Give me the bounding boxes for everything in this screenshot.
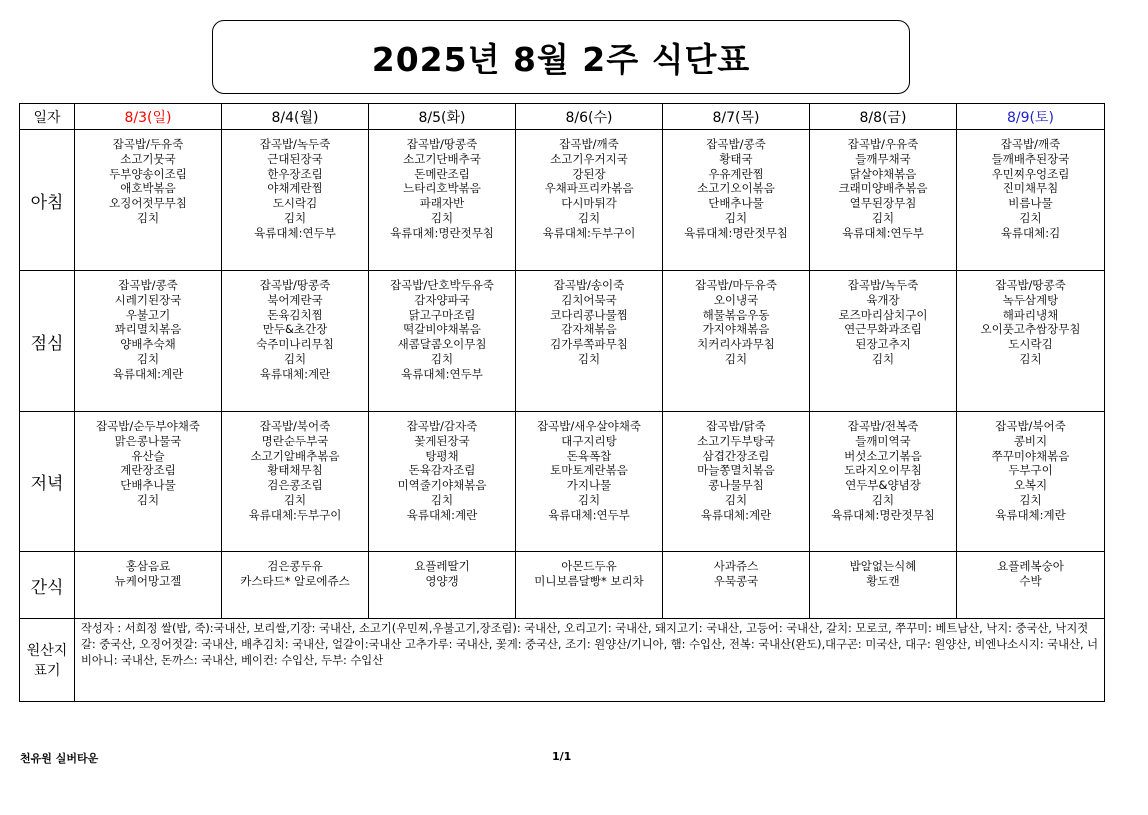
menu-item: 북어계란국 <box>267 292 323 307</box>
menu-item: 꽈리멸치볶음 <box>114 322 182 337</box>
menu-cell <box>957 552 1105 619</box>
menu-item: 요플레복숭아 <box>997 559 1064 573</box>
menu-item: 도라지오이무침 <box>844 463 922 478</box>
menu-item: 로즈마리삼치구이 <box>838 307 928 322</box>
menu-cell <box>222 412 369 552</box>
menu-cell <box>75 271 222 412</box>
menu-item: 숙주미나리무침 <box>256 337 334 352</box>
menu-item: 육류대체:두부구이 <box>248 507 342 522</box>
menu-item: 코다리콩나물찜 <box>550 307 628 322</box>
menu-cell <box>222 552 369 619</box>
menu-item: 감자채볶음 <box>561 322 617 337</box>
menu-item: 소고기알배추볶음 <box>250 448 340 463</box>
menu-item: 들깨배추된장국 <box>991 151 1070 166</box>
menu-cell <box>516 130 663 271</box>
menu-item: 계란장조림 <box>120 463 176 478</box>
menu-cell <box>957 130 1105 271</box>
menu-cell <box>663 552 810 619</box>
menu-item: 오징어젓무무침 <box>109 196 187 211</box>
menu-item: 육류대체:명란젓무침 <box>831 507 935 522</box>
menu-item: 한우장조림 <box>267 166 323 181</box>
menu-item: 오이풋고추쌈장무침 <box>980 322 1081 337</box>
menu-cell <box>810 271 957 412</box>
menu-item: 육류대체:김 <box>1000 225 1061 240</box>
menu-item: 삼겹간장조림 <box>702 448 770 463</box>
meal-label: 점심 <box>20 271 75 412</box>
menu-item: 수박 <box>1019 573 1042 588</box>
menu-item: 파래자반 <box>419 196 465 211</box>
menu-item: 김치 <box>724 210 748 225</box>
menu-cell <box>957 412 1105 552</box>
menu-item: 김치어묵국 <box>561 292 617 307</box>
menu-item: 김치 <box>283 492 307 507</box>
menu-item: 탕평채 <box>425 448 459 463</box>
menu-item: 잡곡밥/녹두죽 <box>847 278 919 292</box>
day-header-sun: 8/3(일) <box>75 104 222 130</box>
menu-item: 김가루쪽파무침 <box>550 337 628 352</box>
menu-item: 녹두삼계탕 <box>1002 292 1059 307</box>
day-header-thu: 8/7(목) <box>663 104 810 130</box>
menu-item: 도시락김 <box>1008 337 1053 352</box>
menu-item: 황태채무침 <box>267 463 323 478</box>
menu-item: 유산슬 <box>131 448 165 463</box>
menu-item: 잡곡밥/단호박두유죽 <box>390 278 494 292</box>
menu-item: 사과쥬스 <box>713 559 759 573</box>
footer-page-number: 1/1 <box>552 750 572 763</box>
menu-item: 육류대체:계란 <box>995 507 1066 522</box>
menu-item: 닭살야채볶음 <box>849 166 917 181</box>
menu-item: 김치 <box>724 351 748 366</box>
menu-cell <box>369 271 516 412</box>
footer-org: 천유원 실버타운 <box>20 752 99 765</box>
header-row <box>20 104 1105 130</box>
menu-cell <box>369 412 516 552</box>
menu-item: 돈육폭찹 <box>566 448 612 463</box>
menu-item: 잡곡밥/콩죽 <box>706 137 766 151</box>
menu-cell <box>222 271 369 412</box>
menu-item: 요플레딸기 <box>414 559 470 573</box>
menu-item: 잡곡밥/두유죽 <box>112 137 184 151</box>
menu-item: 육류대체:계란 <box>406 507 478 522</box>
menu-item: 육류대체:연두부 <box>254 225 336 240</box>
menu-item: 쭈꾸미야채볶음 <box>991 448 1070 463</box>
menu-item: 황도캔 <box>866 573 900 588</box>
menu-item: 김치 <box>577 210 601 225</box>
day-header-sat: 8/9(토) <box>957 104 1105 130</box>
menu-item: 돈메란조림 <box>414 166 470 181</box>
menu-item: 잡곡밥/송이죽 <box>553 278 625 292</box>
menu-item: 김치 <box>1019 210 1042 225</box>
menu-item: 카스타드* 알로에쥬스 <box>240 573 350 588</box>
menu-item: 육류대체:연두부 <box>548 507 630 522</box>
menu-item: 잡곡밥/북어죽 <box>259 419 331 433</box>
menu-item: 가지야채볶음 <box>702 322 770 337</box>
menu-cell <box>75 552 222 619</box>
menu-item: 육류대체:명란젓무침 <box>684 225 788 240</box>
origin-label: 원산지 표기 <box>20 619 75 702</box>
menu-item: 대구지리탕 <box>561 433 617 448</box>
menu-item: 잡곡밥/감자죽 <box>406 419 478 433</box>
meal-label: 저녁 <box>20 412 75 552</box>
menu-item: 우유계란찜 <box>708 166 764 181</box>
menu-item: 돈육감자조림 <box>408 463 476 478</box>
menu-item: 뉴케어망고젤 <box>114 573 182 588</box>
menu-item: 야채계란찜 <box>267 181 323 196</box>
menu-item: 소고기뭇국 <box>120 151 176 166</box>
menu-cell <box>810 552 957 619</box>
menu-item: 소고기오이볶음 <box>697 181 775 196</box>
menu-item: 잡곡밥/새우살야채죽 <box>537 419 641 433</box>
menu-item: 김치 <box>136 351 160 366</box>
menu-item: 가지나물 <box>566 478 612 493</box>
menu-item: 연두부&양념장 <box>845 478 921 493</box>
menu-item: 소고기두부탕국 <box>697 433 775 448</box>
menu-item: 홍삼음료 <box>125 559 171 573</box>
menu-item: 단배추나물 <box>120 478 176 493</box>
menu-item: 김치 <box>871 210 895 225</box>
menu-item: 마늘쫑멸치볶음 <box>697 463 775 478</box>
menu-cell <box>516 271 663 412</box>
menu-item: 두부구이 <box>1008 463 1053 478</box>
menu-item: 강된장 <box>572 166 606 181</box>
menu-item: 김치 <box>430 351 454 366</box>
menu-item: 맑은콩나물국 <box>114 433 182 448</box>
menu-item: 떡갈비야채볶음 <box>403 322 481 337</box>
menu-item: 잡곡밥/깨죽 <box>1000 137 1061 151</box>
menu-item: 진미채무침 <box>1002 181 1059 196</box>
menu-item: 만두&초간장 <box>262 322 328 337</box>
menu-item: 오이냉국 <box>713 292 759 307</box>
menu-item: 치커리사과무침 <box>697 337 775 352</box>
meal-row-dinner <box>20 412 1105 552</box>
menu-item: 오복지 <box>1013 478 1048 493</box>
menu-item: 잡곡밥/우유죽 <box>847 137 919 151</box>
meal-row-breakfast <box>20 130 1105 271</box>
day-header-fri: 8/8(금) <box>810 104 957 130</box>
menu-item: 소고기우거지국 <box>550 151 628 166</box>
menu-cell <box>222 130 369 271</box>
origin-text: 작성자 : 서희정 쌀(밥, 죽):국내산, 보리쌀,기장: 국내산, 소고기(우민찌,우불고기,장조림): 국내산, 오리고기: 국내산, 돼지고기: 국내산, 고등어: 국내산, 갈치: 모로코, 쭈꾸미: 베트남산, 낙지: 중국산, 낙지젓갈: 중국산, 오징어젓갈: 국내산, 배추김치: 국내산, 얼갈이:국내산 고추가루: 국내산, 꽃게: 중국산, 조기: 원양산/기니아, 햄: 수입산, 전복: 국내산(완도),대구곤: 미국산, 대구: 원양산, 비엔나소시지: 국내산, 너비아니: 국내산, 돈까스: 국내산, 베이컨: 수입산, 두부: 수입산 <box>75 619 1105 702</box>
menu-item: 해파리냉채 <box>1002 307 1059 322</box>
menu-item: 김치 <box>871 351 895 366</box>
menu-item: 잡곡밥/순두부야채죽 <box>96 419 200 433</box>
menu-item: 육류대체:두부구이 <box>542 225 636 240</box>
menu-item: 육류대체:계란 <box>112 366 184 381</box>
menu-item: 소고기단배추국 <box>403 151 481 166</box>
menu-item: 크래미양배추볶음 <box>838 181 928 196</box>
menu-cell <box>663 271 810 412</box>
origin-row <box>20 619 1105 702</box>
page-title: 2025년 8월 2주 식단표 <box>371 39 751 79</box>
day-header-wed: 8/6(수) <box>516 104 663 130</box>
menu-item: 토마토계란볶음 <box>550 463 628 478</box>
menu-item: 검은콩두유 <box>267 559 323 573</box>
menu-item: 미역줄기야채볶음 <box>397 478 487 493</box>
menu-item: 아몬드두유 <box>561 559 617 573</box>
menu-item: 영양갱 <box>425 573 459 588</box>
menu-item: 된장고추지 <box>855 337 911 352</box>
menu-item: 꽃게된장국 <box>414 433 470 448</box>
menu-item: 들깨미역국 <box>855 433 911 448</box>
menu-item: 들깨무채국 <box>855 151 911 166</box>
menu-item: 양배추숙채 <box>120 337 176 352</box>
menu-item: 김치 <box>136 210 160 225</box>
menu-item: 우묵콩국 <box>713 573 759 588</box>
menu-cell <box>810 130 957 271</box>
menu-item: 김치 <box>1019 351 1042 366</box>
meal-label: 아침 <box>20 130 75 271</box>
menu-item: 황태국 <box>719 151 753 166</box>
menu-item: 비름나물 <box>1008 196 1053 211</box>
menu-item: 콩나물무침 <box>708 478 764 493</box>
menu-item: 김치 <box>430 210 454 225</box>
menu-item: 단배추나물 <box>708 196 764 211</box>
menu-cell <box>516 552 663 619</box>
menu-item: 감자양파국 <box>414 292 470 307</box>
menu-item: 김치 <box>724 492 748 507</box>
menu-item: 김치 <box>283 210 307 225</box>
menu-item: 시레기된장국 <box>114 292 182 307</box>
menu-cell <box>75 412 222 552</box>
menu-item: 육류대체:계란 <box>700 507 772 522</box>
menu-cell <box>75 130 222 271</box>
menu-item: 미니보름달빵* 보리차 <box>534 573 644 588</box>
menu-cell <box>663 130 810 271</box>
menu-item: 검은콩조림 <box>267 478 323 493</box>
menu-item: 잡곡밥/전복죽 <box>847 419 919 433</box>
menu-cell <box>810 412 957 552</box>
menu-item: 육개장 <box>866 292 900 307</box>
menu-table <box>19 103 1105 702</box>
menu-item: 돈육김치찜 <box>267 307 323 322</box>
date-label: 일자 <box>20 104 75 130</box>
menu-item: 육류대체:연두부 <box>401 366 483 381</box>
meal-row-snack <box>20 552 1105 619</box>
menu-item: 김치 <box>1019 492 1042 507</box>
menu-item: 김치 <box>577 351 601 366</box>
menu-item: 잡곡밥/녹두죽 <box>259 137 331 151</box>
menu-item: 잡곡밥/땅콩죽 <box>259 278 331 292</box>
menu-cell <box>957 271 1105 412</box>
menu-item: 잡곡밥/깨죽 <box>559 137 619 151</box>
menu-item: 잡곡밥/땅콩죽 <box>406 137 478 151</box>
title-box <box>212 20 910 94</box>
menu-cell <box>369 130 516 271</box>
menu-item: 잡곡밥/마두유죽 <box>695 278 777 292</box>
meal-row-lunch <box>20 271 1105 412</box>
menu-item: 김치 <box>283 351 307 366</box>
menu-item: 새콤달콤오이무침 <box>397 337 487 352</box>
menu-cell <box>516 412 663 552</box>
menu-item: 애호박볶음 <box>120 181 176 196</box>
menu-item: 열무된장무침 <box>849 196 917 211</box>
menu-item: 육류대체:계란 <box>259 366 331 381</box>
menu-cell <box>369 552 516 619</box>
menu-item: 우민찌우엉조림 <box>991 166 1070 181</box>
menu-item: 김치 <box>871 492 895 507</box>
menu-item: 잡곡밥/콩죽 <box>118 278 178 292</box>
menu-item: 우채파프리카볶음 <box>544 181 634 196</box>
menu-item: 닭고구마조림 <box>408 307 476 322</box>
menu-item: 김치 <box>430 492 454 507</box>
menu-item: 근대된장국 <box>267 151 323 166</box>
menu-item: 연근무화과조림 <box>844 322 922 337</box>
menu-item: 콩비지 <box>1013 433 1048 448</box>
menu-item: 우불고기 <box>125 307 171 322</box>
day-header-mon: 8/4(월) <box>222 104 369 130</box>
menu-item: 다시마튀각 <box>561 196 617 211</box>
menu-item: 느타리호박볶음 <box>403 181 481 196</box>
day-header-tue: 8/5(화) <box>369 104 516 130</box>
menu-item: 도시락김 <box>272 196 318 211</box>
menu-item: 두부양송이조림 <box>109 166 187 181</box>
menu-item: 밥알없는식혜 <box>849 559 917 573</box>
menu-item: 잡곡밥/닭죽 <box>706 419 766 433</box>
menu-item: 잡곡밥/북어죽 <box>995 419 1066 433</box>
menu-item: 육류대체:명란젓무침 <box>390 225 494 240</box>
meal-label: 간식 <box>20 552 75 619</box>
menu-item: 김치 <box>577 492 601 507</box>
menu-item: 김치 <box>136 492 160 507</box>
menu-item: 명란순두부국 <box>261 433 329 448</box>
menu-item: 잡곡밥/땅콩죽 <box>995 278 1066 292</box>
menu-cell <box>663 412 810 552</box>
menu-item: 해물볶음우동 <box>702 307 770 322</box>
menu-item: 버섯소고기볶음 <box>844 448 922 463</box>
menu-item: 육류대체:연두부 <box>842 225 924 240</box>
